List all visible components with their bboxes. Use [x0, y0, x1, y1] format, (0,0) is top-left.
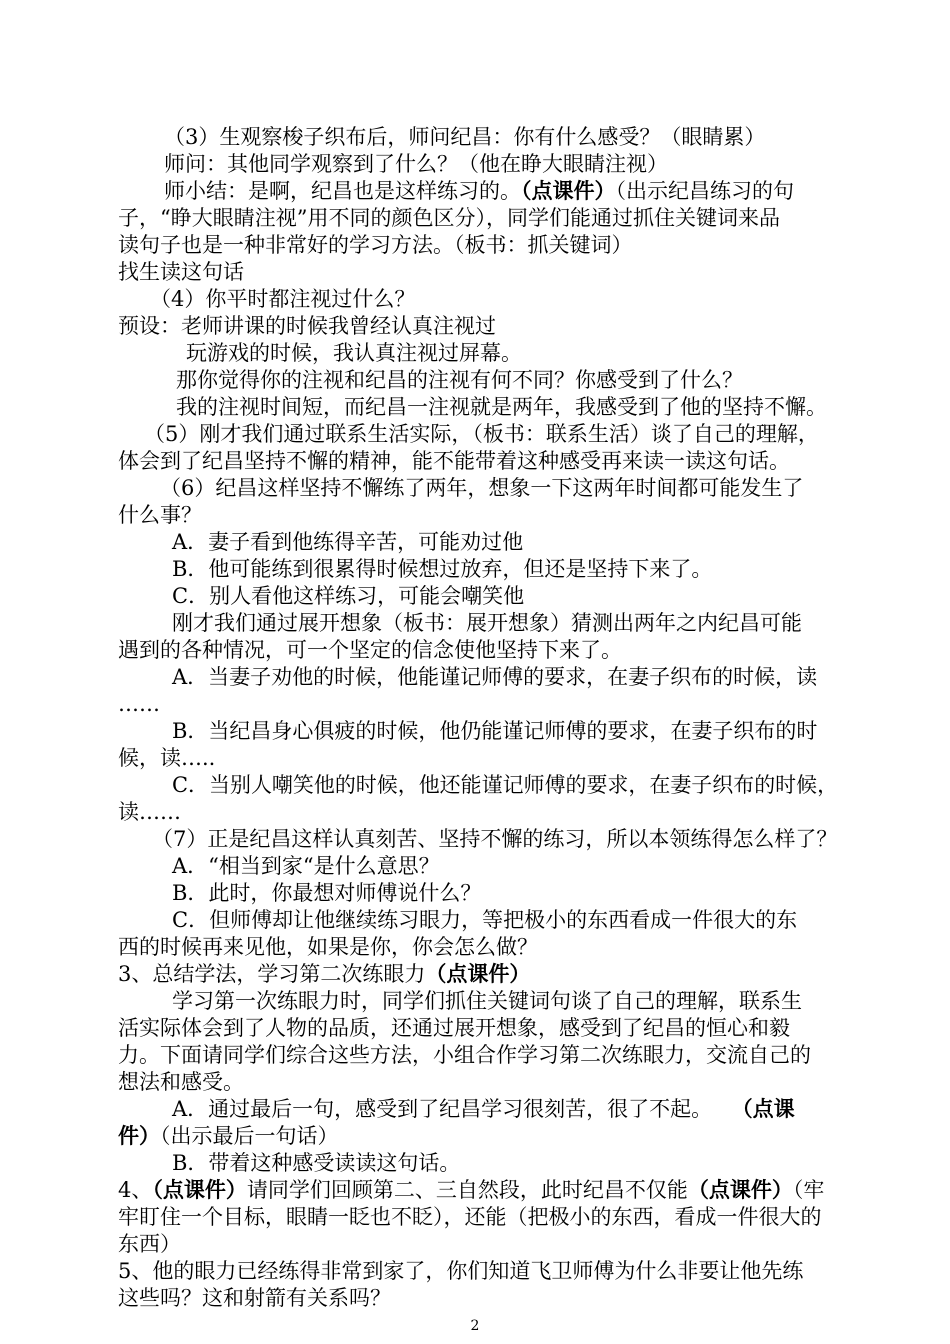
text-line: （7）正是纪昌这样认真刻苦、坚持不懈的练习，所以本领练得怎么样了？	[152, 827, 838, 851]
text-line: 读……	[118, 800, 181, 824]
text-line: 4、（点课件）请同学们回顾第二、三自然段，此时纪昌不仅能（点课件）（牢	[118, 1177, 825, 1202]
section-heading: 3、总结学法，学习第二次练眼力（点课件）	[118, 961, 531, 986]
text-line: A．“相当到家“是什么意思？	[172, 854, 440, 878]
courseware-marker: （点课件）	[152, 1177, 247, 1202]
courseware-marker: （点课件）	[425, 961, 531, 986]
text-line: 5、他的眼力已经练得非常到家了，你们知道飞卫师傅为什么非要让他先练	[118, 1259, 804, 1283]
text-line: （5）刚才我们通过联系生活实际，（板书：联系生活）谈了自己的理解，	[144, 422, 819, 446]
text-line: A．通过最后一句，感受到了纪昌学习很刻苦，很了不起。 （点课	[172, 1096, 795, 1121]
text-line: B．带着这种感受读读这句话。	[172, 1151, 461, 1175]
text-line: 我的注视时间短，而纪昌一注视就是两年，我感受到了他的坚持不懈。	[176, 395, 827, 419]
text-line: 那你觉得你的注视和纪昌的注视有何不同？你感受到了什么？	[176, 368, 743, 392]
text-line: 玩游戏的时候，我认真注视过屏幕。	[186, 341, 522, 365]
text-line: （6）纪昌这样坚持不懈练了两年，想象一下这两年时间都可能发生了	[160, 476, 804, 500]
text-line: 力。下面请同学们综合这些方法，小组合作学习第二次练眼力，交流自己的	[118, 1043, 811, 1067]
text-line: B．当纪昌身心俱疲的时候，他仍能谨记师傅的要求，在妻子织布的时	[172, 719, 818, 743]
text-line: 学习第一次练眼力时，同学们抓住关键词句谈了自己的理解，联系生	[172, 989, 802, 1013]
text-line: 这些吗？这和射箭有关系吗？	[118, 1286, 391, 1310]
text-line: 刚才我们通过展开想象（板书：展开想象）猜测出两年之内纪昌可能	[172, 611, 802, 635]
courseware-marker: 件）	[118, 1123, 160, 1148]
courseware-marker: （点课件）	[521, 178, 616, 203]
text-line: 西的时候再来见他，如果是你，你会怎么做？	[118, 935, 538, 959]
text-line: C．但师傅却让他继续练习眼力，等把极小的东西看成一件很大的东	[172, 908, 798, 932]
text-line: C．别人看他这样练习，可能会嘲笑他	[172, 584, 525, 608]
text-line: 活实际体会到了人物的品质，还通过展开想象，感受到了纪昌的恒心和毅	[118, 1016, 790, 1040]
text-line: 想法和感受。	[118, 1070, 244, 1094]
text-line: 遇到的各种情况，可一个坚定的信念使他坚持下来了。	[118, 638, 622, 662]
courseware-marker: （点课件）	[687, 1177, 793, 1202]
text-line: 读句子也是一种非常好的学习方法。（板书：抓关键词）	[118, 233, 633, 257]
text-line: 子，“睁大眼睛注视”用不同的颜色区分），同学们能通过抓住关键词来品	[118, 206, 780, 230]
text-line: 件）（出示最后一句话）	[118, 1123, 339, 1148]
text-line: 师小结：是啊，纪昌也是这样练习的。（点课件）（出示纪昌练习的句	[164, 178, 794, 203]
text-line: 牢盯住一个目标，眼睛一眨也不眨），还能（把极小的东西，看成一件很大的	[118, 1205, 822, 1229]
page-number: 2	[470, 1318, 480, 1334]
text-line: A．妻子看到他练得辛苦，可能劝过他	[172, 530, 524, 554]
text-line: 找生读这句话	[118, 260, 244, 284]
text-line: B．此时，你最想对师傅说什么？	[172, 881, 482, 905]
text-line: 师问：其他同学观察到了什么？（他在睁大眼睛注视）	[164, 152, 668, 176]
text-line: 候，读…..	[118, 746, 216, 770]
courseware-marker: （点课	[742, 1096, 795, 1121]
text-line: 东西）	[118, 1232, 181, 1256]
text-line: 什么事？	[118, 503, 202, 527]
text-line: （4）你平时都注视过什么？	[150, 287, 416, 311]
text-line: 预设：老师讲课的时候我曾经认真注视过	[118, 314, 496, 338]
text-line: （3）生观察梭子织布后，师问纪昌：你有什么感受？（眼睛累）	[164, 125, 766, 149]
text-line: B．他可能练到很累得时候想过放弃，但还是坚持下来了。	[172, 557, 713, 581]
text-line: A．当妻子劝他的时候，他能谨记师傅的要求，在妻子织布的时候，读	[172, 665, 818, 689]
text-line: 体会到了纪昌坚持不懈的精神，能不能带着这种感受再来读一读这句话。	[118, 449, 790, 473]
text-line: ……	[118, 692, 160, 716]
text-line: C．当别人嘲笑他的时候，他还能谨记师傅的要求，在妻子织布的时候，	[172, 773, 839, 797]
